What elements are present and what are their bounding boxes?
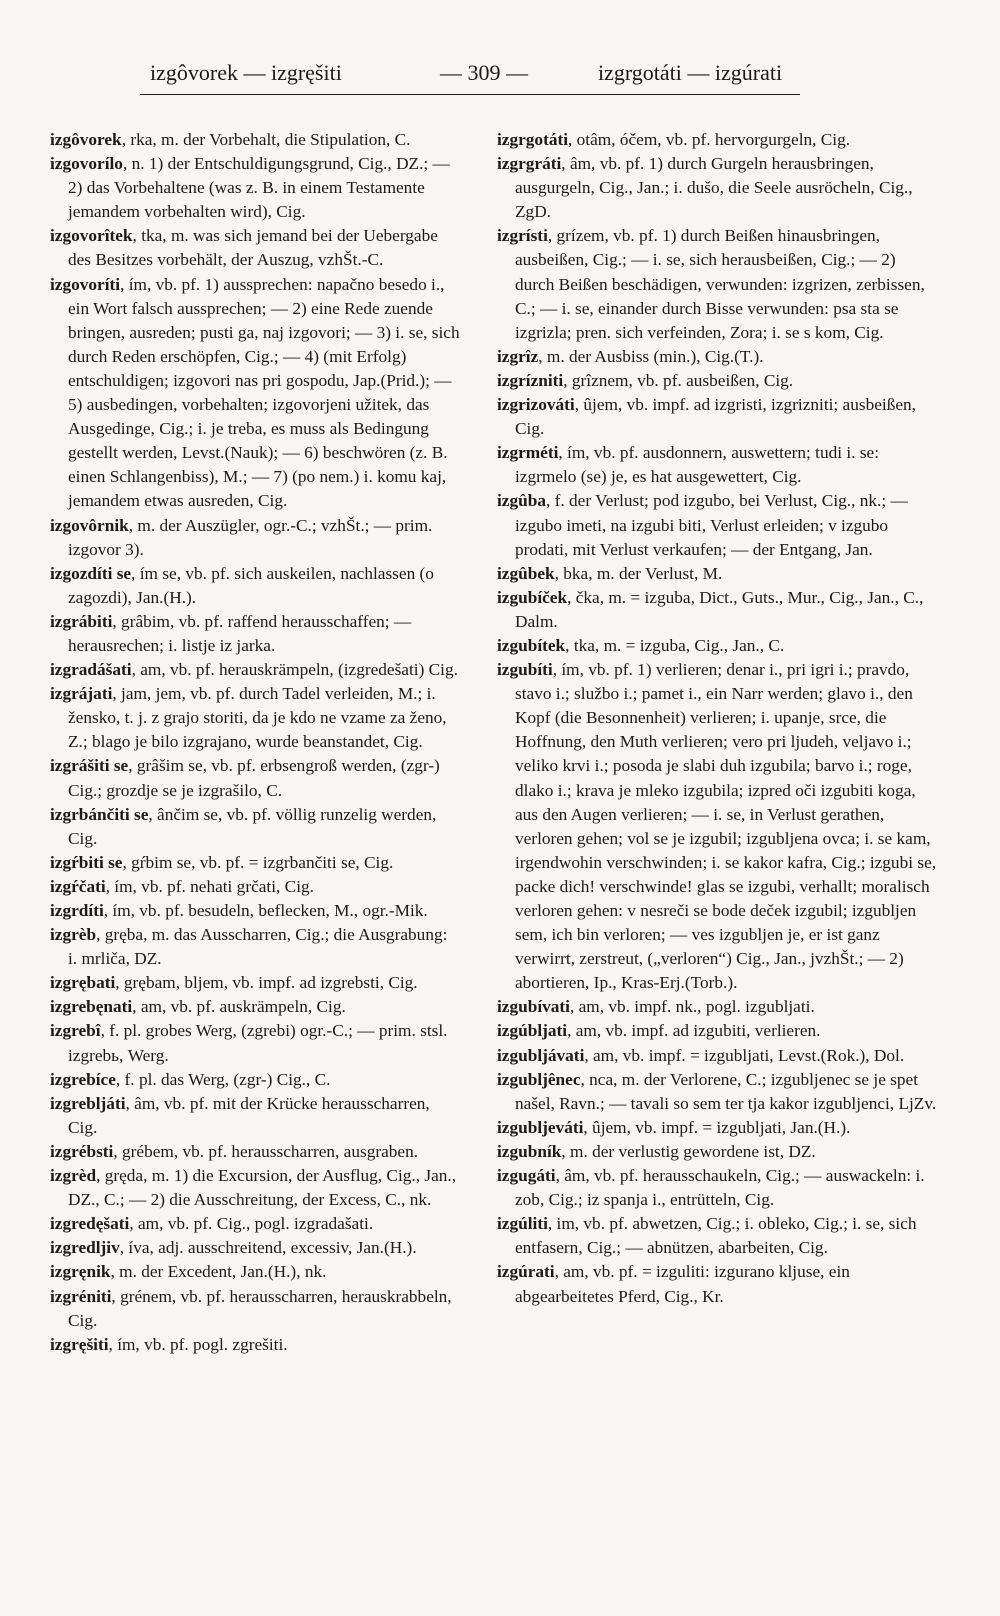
entry-definition: , ím, vb. pf. 1) aussprechen: napačno besedo i., ein Wort falsch aussprechen; — 2) eine Rede zuende bringen, ausreden; pusti ga, naj izgovori; — 3) i. se, sich durch Reden erschöpfen, Cig.; — 4) (mit Erfolg) entschuldigen; izgovori nas pri gospodu, Jap.(Prid.); — 5) ausbedingen, vorbehalten; izgovorjeni užitek, das Ausgedinge, Cig.; i. je treba, es muss als Bedingung gestellt werden, Levst.(Nauk); — 6) beschwören (z. B. einen Schlangenbiss), M.; — 7) (po nem.) i. komu kaj, jemandem etwas ausreden, Cig. [68,274,460,511]
entry-headword: izgûba [497,491,546,511]
entry-headword: izgrdíti [50,901,104,920]
dictionary-entry [50,682,460,754]
entry-definition: , ím, vb. pf. 1) verlieren; denar i., pri igri i.; pravdo, stavo i.; službo i.; pamet i., ein Narr werden; glavo i., den Kopf (die Besonnenheit) verlieren; i. upanje, srce, die Hoffnung, den Muth verlieren; vero pri ljudeh, veljavo i.; veliko krvi i.; posoda je slabi duh izgubila; barvo i.; roge, dlako i.; krava je mleko izgubila; izpred oči izgubiti koga, aus den Augen verlieren; — i. se, in Verlust gerathen, verloren gehen; vol se je izgubil; izgubljena ovca; i. se kam, irgendwohin verschwinden; i. se kakor kafra, Cig.; izgubi se, packe dich! verschwinde! glas se izgubi, verhallt; moralisch verloren gehen: v nesreči se bode deček izgubil; izgubljen sem, ich bin verloren; — ves izgubljen je, er ist ganz verwirrt, zerstreut, („verloren“) Cig., Jan., jvzhŠt.; — 2) abortieren, Ip., Kras-Erj.(Torb.). [515,660,937,993]
dictionary-entry [497,1140,937,1164]
entry-definition: , grízem, vb. pf. 1) durch Beißen hinausbringen, ausbeißen, Cig.; — i. se, sich herausbeißen, Cig.; — 2) durch Beißen beschädigen, verwunden: izgrizen, zerbissen, C.; — i. se, einander durch Bisse verwunden: psa sta se izgrizla; pren. sich verfeinden, Zora; i. se s kom, Cig. [515,226,925,342]
entry-headword: izgubljênec [497,1069,581,1089]
entry-definition: , rka, m. der Vorbehalt, die Stipulation, C. [121,130,411,149]
entry-headword: izgrbánčiti se [50,804,149,824]
dictionary-entry [50,152,460,224]
entry-definition: , âm, vb. pf. mit der Krücke herausscharren, Cig. [68,1093,430,1137]
entry-definition: , ânčim se, vb. pf. völlig runzelig werden, Cig. [68,804,437,848]
entry-definition: , am, vb. impf. = izgubljati, Levst.(Rok.), Dol. [584,1045,905,1065]
entry-headword: izgúrati [497,1262,555,1282]
entry-definition: , tka, m. was sich jemand bei der Uebergabe des Besitzes vorbehält, der Auszug, vzhŠt.-C. [68,226,438,270]
entry-headword: izgradášati [50,660,132,680]
dictionary-entry [497,1164,937,1212]
entry-headword: izgubljeváti [497,1117,584,1137]
dictionary-entry [497,393,937,441]
entry-headword: izgrèd [50,1166,97,1186]
entry-definition: , am, vb. pf. herauskrämpeln, (izgredešati) Cig. [131,660,458,680]
entry-definition: , otâm, óčem, vb. pf. hervorgurgeln, Cig. [568,130,851,149]
entry-definition: , bka, m. der Verlust, M. [554,563,723,583]
entry-headword: izgrebljáti [50,1093,126,1113]
entry-definition: , im, vb. pf. abwetzen, Cig.; i. obleko, Cig.; i. se, sich entfasern, Cig.; — abnützen, abarbeiten, Cig. [515,1214,917,1258]
entry-definition: , n. 1) der Entschuldigungsgrund, Cig., DZ.; — 2) das Vorbehaltene (was z. B. in einem Testamente jemandem vorbehalten wird), Cig. [68,154,450,222]
entry-definition: , gŕbim se, vb. pf. = izgrbančiti se, Cig. [122,852,394,872]
dictionary-entry [50,875,460,899]
entry-headword: izgrębati [50,973,116,993]
entry-headword: izgredęšati [50,1214,130,1234]
right-column [497,128,937,1596]
entry-definition: , am, vb. impf. nk., pogl. izgubljati. [569,997,815,1017]
dictionary-entry [497,1212,937,1260]
dictionary-entry [497,1260,937,1308]
entry-definition: , âm, vb. pf. herausschaukeln, Cig.; — auswackeln: i. zob, Cig.; iz spanja i., entrütteln, Cig. [515,1166,925,1210]
dictionary-entry [497,1116,937,1140]
dictionary-entry [497,345,937,369]
entry-definition: , m. der Excedent, Jan.(H.), nk. [110,1262,327,1282]
entry-headword: izgrísti [497,226,548,246]
dictionary-entry [50,1236,460,1260]
dictionary-entry [50,1068,460,1092]
dictionary-entry [50,562,460,610]
entry-headword: izgŕbiti se [50,852,123,872]
entry-headword: izgrméti [497,443,559,463]
entry-definition: , ím se, vb. pf. sich auskeilen, nachlassen (o zagozdi), Jan.(H.). [68,563,434,607]
header-right-guide: izgrgotáti — izgúrati [598,60,783,85]
entry-definition: , m. der Auszügler, ogr.-C.; vzhŠt.; — prim. izgovor 3). [68,515,433,559]
entry-headword: izgubljávati [497,1045,585,1065]
entry-headword: izgŕčati [50,876,106,896]
entry-definition: , ûjem, vb. impf. ad izgristi, izgrizniti; ausbeißen, Cig. [515,395,916,439]
entry-definition: , nca, m. der Verlorene, C.; izgubljenec se je spet našel, Ravn.; — tavali so sem ter tja kakor izgubljenci, LjZv. [515,1069,937,1113]
entry-headword: izgrízniti [497,370,564,390]
entry-headword: izgúliti [497,1214,548,1234]
dictionary-entry [50,899,460,923]
dictionary-entry [50,128,460,152]
entry-headword: izgugáti [497,1166,556,1186]
dictionary-entry [497,658,937,995]
entry-definition: , ûjem, vb. impf. = izgubljati, Jan.(H.). [583,1117,851,1137]
entry-headword: izgovôrnik [50,515,129,535]
entry-headword: izgrgráti [497,154,562,174]
entry-headword: izgubívati [497,997,570,1017]
entry-definition: , gręda, m. 1) die Excursion, der Ausflug, Cig., Jan., DZ., C.; — 2) die Ausschreitung, der Excess, C., nk. [68,1166,457,1210]
header-left-guide: izgôvorek — izgręšiti [150,60,342,85]
entry-definition: , ím, vb. pf. ausdonnern, auswettern; tudi i. se: izgrmelo (se) je, es hat ausgewettert, Cig. [515,443,880,487]
entry-definition: , f. pl. das Werg, (zgr-) Cig., C. [115,1069,331,1089]
entry-definition: , grîznem, vb. pf. ausbeißen, Cig. [563,370,794,390]
entry-definition: , grâšim se, vb. pf. erbsengroß werden, (zgr-) Cig.; grozdje se je izgrašilo, C. [68,756,440,800]
entry-definition: , ím, vb. pf. nehati grčati, Cig. [105,876,314,896]
dictionary-entry [50,658,460,682]
running-header [0,52,1000,92]
entry-definition: , tka, m. = izguba, Cig., Jan., C. [565,635,785,655]
dictionary-entry [50,514,460,562]
dictionary-entry [50,1140,460,1164]
header-rule [140,94,800,95]
entry-headword: izgrábiti [50,611,113,631]
dictionary-entry [50,971,460,995]
entry-headword: izgrèb [50,925,97,945]
dictionary-entry [50,995,460,1019]
dictionary-entry [50,803,460,851]
dictionary-entry [497,224,937,344]
dictionary-entry [497,441,937,489]
dictionary-entry [50,1212,460,1236]
entry-definition: , âm, vb. pf. 1) durch Gurgeln herausbringen, ausgurgeln, Cig., Jan.; i. dušo, die Seele ausröcheln, Cig., ZgD. [515,154,913,222]
page-number: — 309 — [440,60,528,85]
entry-definition: , am, vb. pf. Cig., pogl. izgradašati. [129,1214,374,1234]
entry-definition: , f. pl. grobes Werg, (zgrebi) ogr.-C.; — prim. stsl. izgrebь, Werg. [68,1021,448,1065]
entry-definition: , m. der verlustig gewordene ist, DZ. [561,1141,816,1161]
dictionary-entry [497,995,937,1019]
entry-definition: , m. der Ausbiss (min.), Cig.(T.). [538,346,764,366]
entry-definition: , ím, vb. pf. pogl. zgrešiti. [108,1334,288,1354]
entry-headword: izgúbljati [497,1021,568,1041]
entry-headword: izgovorîtek [50,226,133,246]
dictionary-entry [50,1333,460,1357]
dictionary-entry [497,152,937,224]
entry-headword: izgubíti [497,660,553,680]
entry-headword: izgrebî [50,1021,101,1041]
entry-headword: izgréniti [50,1286,112,1306]
dictionary-entry [497,586,937,634]
entry-headword: izgręšiti [50,1334,109,1354]
entry-headword: izgozdíti se [50,563,132,583]
dictionary-entry [497,128,937,152]
entry-headword: izgredljiv [50,1238,120,1258]
dictionary-entry [497,1019,937,1043]
entry-headword: izgubník [497,1141,562,1161]
entry-definition: , ím, vb. pf. besudeln, beflecken, M., ogr.-Mik. [103,901,428,920]
dictionary-entry [50,1260,460,1284]
entry-headword: izgrébsti [50,1141,114,1161]
entry-definition: , grénem, vb. pf. herausscharren, herauskrabbeln, Cig. [68,1286,452,1330]
entry-headword: izgręnik [50,1262,111,1282]
entry-definition: , am, vb. impf. ad izgubiti, verlieren. [567,1021,821,1041]
entry-definition: , jam, jem, vb. pf. durch Tadel verleiden, M.; i. žensko, t. j. z grajo storiti, da je kdo ne vzame za ženo, Z.; blago je bilo izgrajano, wurde beanstandet, Cig. [68,684,447,752]
dictionary-entry [497,562,937,586]
left-column [50,128,460,1596]
entry-headword: izgovoríti [50,274,121,294]
dictionary-entry [50,923,460,971]
entry-headword: izgûbek [497,563,555,583]
entry-headword: izgrášiti se [50,756,129,776]
entry-headword: izgubíček [497,587,568,607]
entry-headword: izgrgotáti [497,130,569,149]
entry-headword: izgôvorek [50,130,122,149]
dictionary-entry [50,754,460,802]
dictionary-entry [50,851,460,875]
entry-headword: izgubítek [497,635,566,655]
dictionary-entry [497,369,937,393]
dictionary-entry [497,1068,937,1116]
entry-definition: , grâbim, vb. pf. raffend herausschaffen; — herausrechen; i. listje iz jarka. [68,611,412,655]
dictionary-entry [497,489,937,561]
entry-headword: izgrebęnati [50,997,133,1017]
entry-definition: , čka, m. = izguba, Dict., Guts., Mur., Cig., Jan., C., Dalm. [515,587,924,631]
dictionary-entry [50,1285,460,1333]
dictionary-entry [50,1092,460,1140]
entry-headword: izgrîz [497,346,539,366]
entry-definition: , íva, adj. ausschreitend, excessiv, Jan.(H.). [119,1238,417,1258]
dictionary-entry [497,1044,937,1068]
dictionary-entry [497,634,937,658]
entry-definition: , am, vb. pf. = izguliti: izgurano kljuse, ein abgearbeitetes Pferd, Cig., Kr. [515,1262,850,1306]
entry-definition: , grébem, vb. pf. herausscharren, ausgraben. [113,1141,419,1161]
entry-definition: , grębam, bljem, vb. impf. ad izgrebsti, Cig. [115,973,418,993]
entry-definition: , gręba, m. das Ausscharren, Cig.; die Ausgrabung: i. mrliča, DZ. [68,925,448,969]
dictionary-entry [50,1019,460,1067]
entry-headword: izgovorílo [50,154,123,174]
dictionary-entry [50,610,460,658]
dictionary-entry [50,224,460,272]
entry-headword: izgrájati [50,684,113,704]
entry-definition: , f. der Verlust; pod izgubo, bei Verlust, Cig., nk.; — izgubo imeti, na izgubi biti, Verlust erleiden; v izgubo prodati, mit Verlust verkaufen; — der Entgang, Jan. [515,491,908,559]
entry-headword: izgrizováti [497,395,575,415]
dictionary-entry [50,273,460,514]
dictionary-entry [50,1164,460,1212]
entry-headword: izgrebíce [50,1069,116,1089]
entry-definition: , am, vb. pf. auskrämpeln, Cig. [132,997,346,1017]
